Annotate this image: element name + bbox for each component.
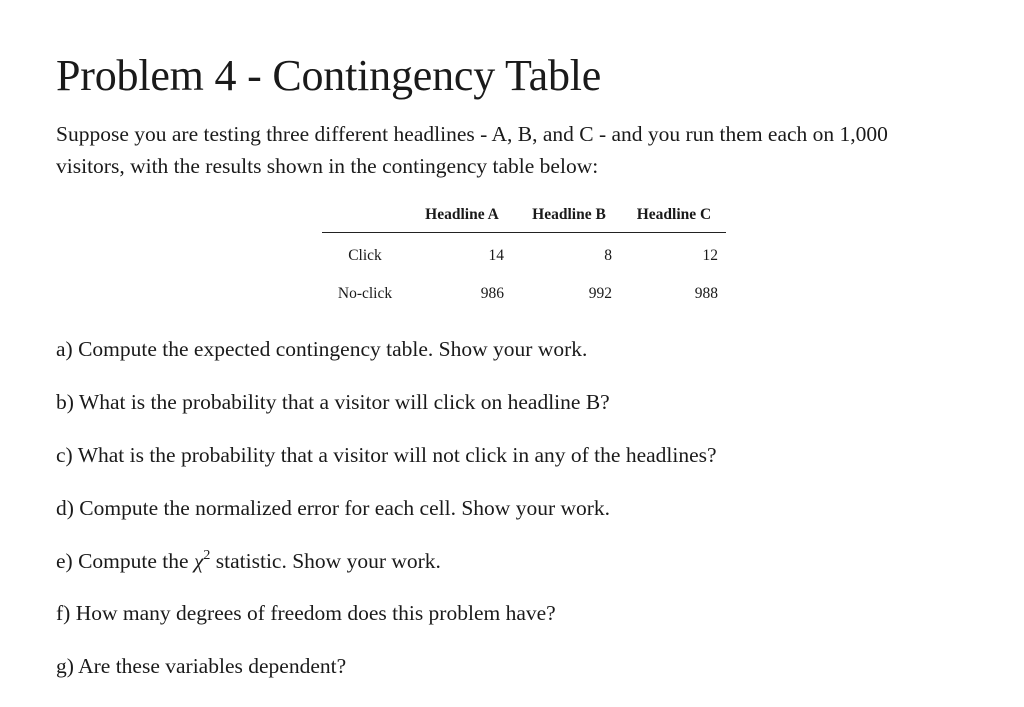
table-row-no-click — [322, 275, 726, 313]
table-header-row — [322, 203, 726, 233]
question-a: a) Compute the expected contingency table. Show your work. — [56, 337, 588, 361]
chi-symbol: χ — [193, 549, 204, 573]
cell-click-a: 14 — [488, 247, 504, 264]
question-c: c) What is the probability that a visitor will not click in any of the headlines? — [56, 443, 717, 467]
table-header-headline-a: Headline A — [425, 206, 499, 223]
table-row-click — [322, 233, 726, 276]
question-g: g) Are these variables dependent? — [56, 654, 347, 678]
question-f: f) How many degrees of freedom does this problem have? — [56, 601, 556, 625]
table-header-headline-c: Headline C — [636, 206, 712, 223]
chi-exponent: 2 — [203, 548, 211, 563]
question-e-prefix: e) Compute the — [56, 549, 194, 573]
question-b: b) What is the probability that a visitor will click on headline B? — [56, 390, 610, 414]
cell-click-b: 8 — [604, 247, 612, 264]
intro-paragraph: Suppose you are testing three different headlines - A, B, and C - and you run them each on 1,000 visitors, with the results shown in the contingency table below: — [56, 122, 888, 178]
table-header-empty — [322, 203, 408, 233]
question-e-suffix: statistic. Show your work. — [210, 549, 441, 573]
page-title: Problem 4 - Contingency Table — [56, 51, 602, 100]
row-label-no-click: No-click — [337, 285, 393, 302]
row-label-click: Click — [348, 247, 382, 264]
contingency-table — [322, 203, 726, 313]
cell-noclick-a: 986 — [480, 285, 504, 302]
table-header-headline-b: Headline B — [532, 206, 606, 223]
cell-click-c: 12 — [702, 247, 718, 264]
question-e — [56, 548, 441, 574]
question-d: d) Compute the normalized error for each cell. Show your work. — [56, 496, 611, 520]
cell-noclick-c: 988 — [694, 285, 718, 302]
cell-noclick-b: 992 — [588, 285, 612, 302]
